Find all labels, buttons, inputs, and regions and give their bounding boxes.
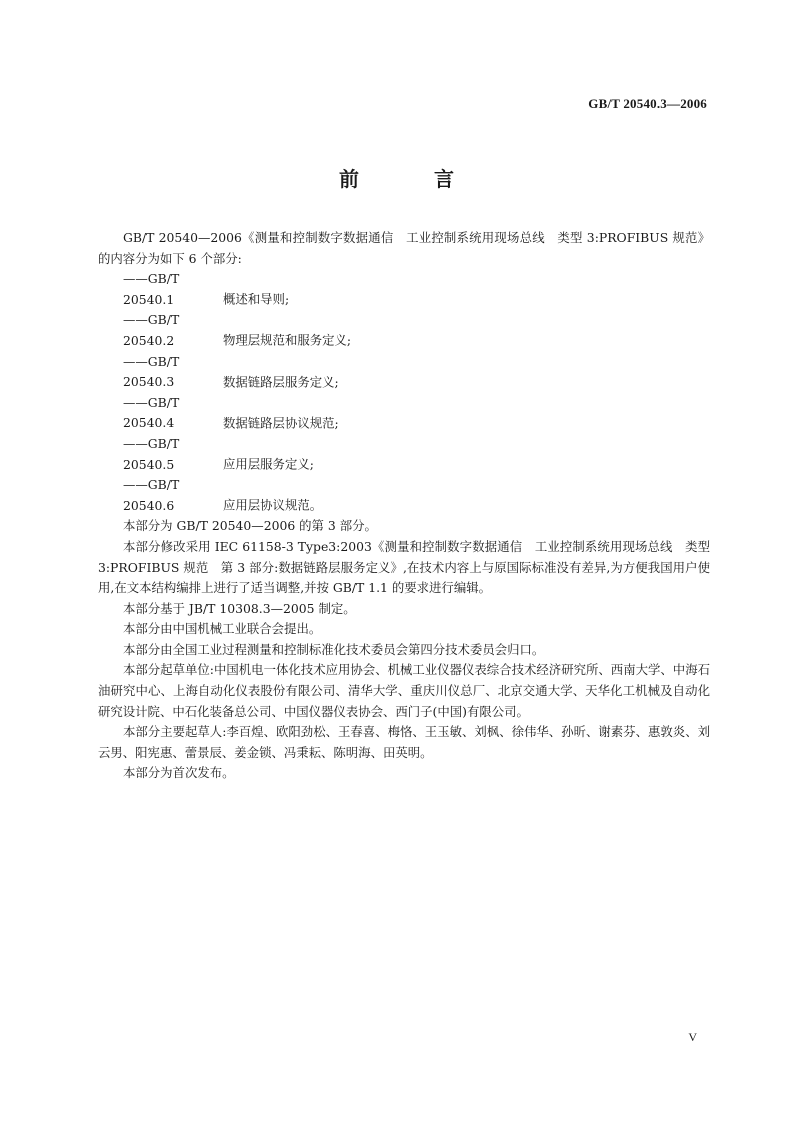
- list-item-text: 应用层协议规范。: [223, 497, 323, 513]
- list-item-code: ——GB/T 20540.4: [123, 394, 180, 431]
- list-item-text: 数据链路层服务定义;: [223, 374, 339, 390]
- drafting-units-paragraph: 本部分起草单位:中国机电一体化技术应用协会、机械工业仪器仪表综合技术经济研究所、西南大学、中海石油研究中心、上海自动化仪表股份有限公司、清华大学、重庆川仪总厂、北京交通大学、天华化工机械及自动化研究设计院、中石化装备总公司、中国仪器仪表协会、西门子(中国)有限公司。: [98, 662, 710, 719]
- part-of-paragraph: 本部分为 GB/T 20540—2006 的第 3 部分。: [123, 518, 377, 534]
- list-item: [98, 475, 710, 516]
- list-item: [98, 352, 710, 393]
- list-item-text: 数据链路层协议规范;: [223, 415, 339, 431]
- intro-paragraph: GB/T 20540—2006《测量和控制数字数据通信 工业控制系统用现场总线 类型 3:PROFIBUS 规范》的内容分为如下 6 个部分:: [98, 230, 710, 266]
- list-item-code: ——GB/T 20540.2: [123, 312, 180, 348]
- managed-by-paragraph: 本部分由全国工业过程测量和控制标准化技术委员会第四分技术委员会归口。: [123, 641, 545, 657]
- list-item: [98, 393, 710, 434]
- foreword-body: [98, 228, 710, 784]
- drafters-paragraph: 本部分主要起草人:李百煌、欧阳劲松、王春喜、梅恪、王玉敏、刘枫、徐伟华、孙昕、谢素芬、惠敦炎、刘云男、阳宪惠、蕾景辰、姜金锁、冯秉耘、陈明海、田英明。: [98, 724, 710, 760]
- list-item-code: ——GB/T 20540.6: [123, 477, 180, 513]
- list-item: [98, 310, 710, 351]
- list-item-code: ——GB/T 20540.3: [123, 353, 180, 390]
- list-item: [98, 269, 710, 310]
- list-item-code: ——GB/T 20540.5: [123, 435, 180, 472]
- page-number: V: [688, 1030, 697, 1044]
- standard-code: GB/T 20540.3—2006: [588, 96, 707, 111]
- based-on-paragraph: 本部分基于 JB/T 10308.3—2005 制定。: [123, 600, 356, 616]
- page-title: 前 言: [339, 167, 488, 191]
- list-item: [98, 434, 710, 475]
- first-release-paragraph: 本部分为首次发布。: [123, 765, 235, 781]
- proposed-by-paragraph: 本部分由中国机械工业联合会提出。: [123, 621, 322, 637]
- adoption-paragraph: 本部分修改采用 IEC 61158-3 Type3:2003《测量和控制数字数据通信 工业控制系统用现场总线 类型 3:PROFIBUS 规范 第 3 部分:数据链路层服务定义》,在技术内容上与原国际标准没有差异,为方便我国用户使用,在文本结构编排上进行了适当调整,并按 GB/T 1.1 的要求进行编辑。: [98, 538, 710, 596]
- list-item-text: 概述和导则;: [223, 291, 290, 307]
- list-item-code: ——GB/T 20540.1: [123, 271, 180, 307]
- list-item-text: 物理层规范和服务定义;: [223, 332, 352, 348]
- list-item-text: 应用层服务定义;: [223, 456, 314, 472]
